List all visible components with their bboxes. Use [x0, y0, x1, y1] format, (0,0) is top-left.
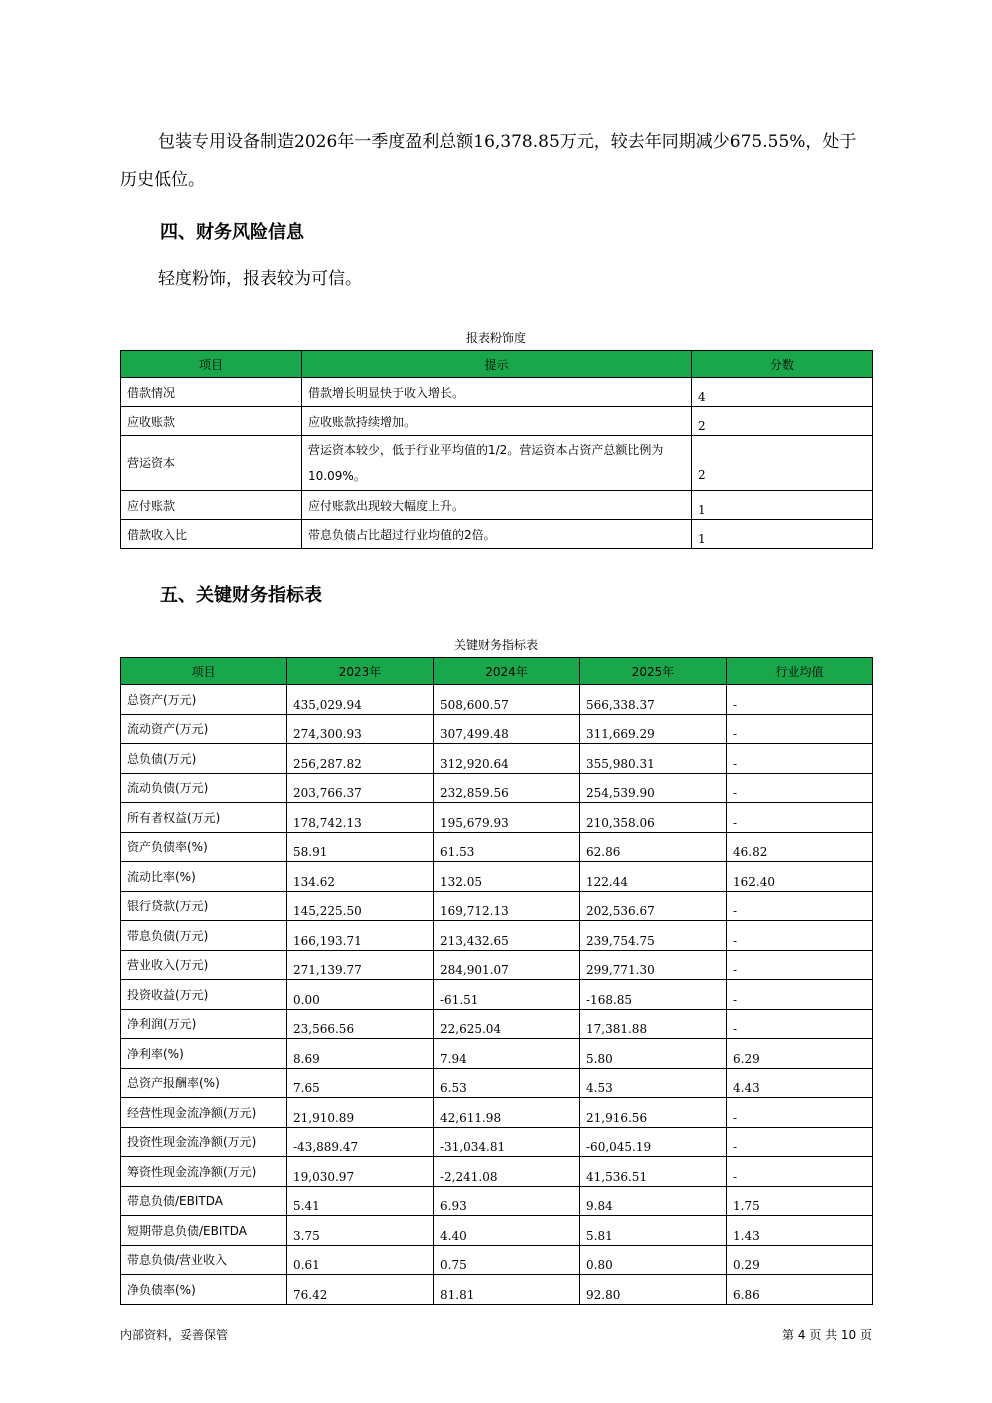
table-row	[121, 832, 873, 862]
table-row	[121, 491, 873, 520]
kpi-value-cell: 92.80	[580, 1275, 727, 1305]
kpi-value-cell: 22,625.04	[434, 1009, 580, 1039]
kpi-value-cell: 166,193.71	[287, 921, 434, 951]
kpi-value-cell: 4.40	[434, 1216, 580, 1246]
intro-paragraph: 包装专用设备制造2026年一季度盈利总额16,378.85万元，较去年同期减少675.55%，处于历史低位。	[120, 132, 857, 190]
kpi-value-cell: -	[727, 714, 873, 744]
risk-hint-cell: 应收账款持续增加。	[302, 407, 692, 436]
risk-hint-cell: 应付账款出现较大幅度上升。	[302, 491, 692, 520]
section5-heading: 五、关键财务指标表	[160, 585, 322, 606]
kpi-value-cell: 435,029.94	[287, 685, 434, 715]
table-row	[121, 891, 873, 921]
table-row	[121, 1186, 873, 1216]
table-row	[121, 921, 873, 951]
kpi-value-cell: 6.29	[727, 1039, 873, 1069]
kpi-value-cell: 7.94	[434, 1039, 580, 1069]
kpi-value-cell: 312,920.64	[434, 744, 580, 774]
kpi-value-cell: 21,916.56	[580, 1098, 727, 1128]
table-row	[121, 1245, 873, 1275]
kpi-value-cell: -	[727, 1127, 873, 1157]
table-row	[121, 1275, 873, 1305]
section4-heading: 四、财务风险信息	[160, 222, 304, 243]
table-row	[121, 378, 873, 407]
kpi-value-cell: 0.29	[727, 1245, 873, 1275]
kpi-value-cell: 58.91	[287, 832, 434, 862]
kpi-metric-cell: 所有者权益(万元)	[121, 803, 287, 833]
risk-score-cell: 1	[692, 491, 873, 520]
kpi-metric-cell: 总资产报酬率(%)	[121, 1068, 287, 1098]
risk-hint-cell: 带息负债占比超过行业均值的2倍。	[302, 520, 692, 549]
footer-page-number: 第 4 页 共 10 页	[782, 1328, 872, 1342]
risk-table	[120, 350, 873, 549]
kpi-metric-cell: 总负债(万元)	[121, 744, 287, 774]
kpi-metric-cell: 银行贷款(万元)	[121, 891, 287, 921]
kpi-value-cell: 17,381.88	[580, 1009, 727, 1039]
kpi-value-cell: 6.93	[434, 1186, 580, 1216]
risk-score-cell: 2	[692, 407, 873, 436]
kpi-value-cell: 178,742.13	[287, 803, 434, 833]
risk-score-cell: 1	[692, 520, 873, 549]
kpi-value-cell: 256,287.82	[287, 744, 434, 774]
kpi-value-cell: 195,679.93	[434, 803, 580, 833]
kpi-value-cell: 5.41	[287, 1186, 434, 1216]
kpi-metric-cell: 流动负债(万元)	[121, 773, 287, 803]
col-header: 行业均值	[727, 658, 873, 685]
kpi-value-cell: 162.40	[727, 862, 873, 892]
kpi-value-cell: 23,566.56	[287, 1009, 434, 1039]
col-header: 项目	[121, 351, 302, 378]
risk-table-header	[121, 351, 873, 378]
risk-hint-cell: 借款增长明显快于收入增长。	[302, 378, 692, 407]
col-header: 2023年	[287, 658, 434, 685]
kpi-value-cell: -43,889.47	[287, 1127, 434, 1157]
table-row	[121, 1068, 873, 1098]
kpi-value-cell: 6.86	[727, 1275, 873, 1305]
kpi-table-header	[121, 658, 873, 685]
kpi-value-cell: 7.65	[287, 1068, 434, 1098]
kpi-value-cell: 254,539.90	[580, 773, 727, 803]
kpi-value-cell: -	[727, 950, 873, 980]
kpi-value-cell: -2,241.08	[434, 1157, 580, 1187]
kpi-value-cell: 566,338.37	[580, 685, 727, 715]
kpi-metric-cell: 净负债率(%)	[121, 1275, 287, 1305]
kpi-value-cell: -31,034.81	[434, 1127, 580, 1157]
table-row	[121, 950, 873, 980]
col-header: 2025年	[580, 658, 727, 685]
kpi-value-cell: 239,754.75	[580, 921, 727, 951]
risk-item-cell: 营运资本	[121, 436, 302, 491]
kpi-metric-cell: 流动比率(%)	[121, 862, 287, 892]
kpi-table	[120, 657, 873, 1305]
kpi-value-cell: 4.53	[580, 1068, 727, 1098]
kpi-value-cell: 169,712.13	[434, 891, 580, 921]
kpi-metric-cell: 净利率(%)	[121, 1039, 287, 1069]
kpi-value-cell: 202,536.67	[580, 891, 727, 921]
kpi-value-cell: -	[727, 921, 873, 951]
kpi-value-cell: 0.80	[580, 1245, 727, 1275]
kpi-metric-cell: 总资产(万元)	[121, 685, 287, 715]
kpi-value-cell: 132.05	[434, 862, 580, 892]
kpi-metric-cell: 带息负债(万元)	[121, 921, 287, 951]
kpi-value-cell: 41,536.51	[580, 1157, 727, 1187]
table-row	[121, 1157, 873, 1187]
kpi-value-cell: -	[727, 685, 873, 715]
kpi-value-cell: -61.51	[434, 980, 580, 1010]
kpi-value-cell: 9.84	[580, 1186, 727, 1216]
kpi-value-cell: -	[727, 980, 873, 1010]
kpi-metric-cell: 带息负债/营业收入	[121, 1245, 287, 1275]
risk-item-cell: 应付账款	[121, 491, 302, 520]
kpi-metric-cell: 带息负债/EBITDA	[121, 1186, 287, 1216]
kpi-metric-cell: 营业收入(万元)	[121, 950, 287, 980]
col-header: 分数	[692, 351, 873, 378]
risk-score-cell: 4	[692, 378, 873, 407]
kpi-metric-cell: 短期带息负债/EBITDA	[121, 1216, 287, 1246]
risk-table-caption: 报表粉饰度	[465, 331, 526, 345]
kpi-value-cell: 0.00	[287, 980, 434, 1010]
kpi-value-cell: 508,600.57	[434, 685, 580, 715]
kpi-value-cell: -	[727, 773, 873, 803]
footer-confidential: 内部资料，妥善保管	[120, 1328, 229, 1342]
kpi-metric-cell: 筹资性现金流净额(万元)	[121, 1157, 287, 1187]
kpi-value-cell: 0.75	[434, 1245, 580, 1275]
kpi-value-cell: -	[727, 1009, 873, 1039]
table-row	[121, 980, 873, 1010]
kpi-value-cell: 1.75	[727, 1186, 873, 1216]
risk-item-cell: 借款情况	[121, 378, 302, 407]
kpi-value-cell: 5.80	[580, 1039, 727, 1069]
table-row	[121, 1127, 873, 1157]
risk-score-cell: 2	[692, 436, 873, 491]
table-row	[121, 1039, 873, 1069]
kpi-metric-cell: 投资性现金流净额(万元)	[121, 1127, 287, 1157]
kpi-metric-cell: 投资收益(万元)	[121, 980, 287, 1010]
kpi-value-cell: 4.43	[727, 1068, 873, 1098]
table-row	[121, 714, 873, 744]
risk-item-cell: 借款收入比	[121, 520, 302, 549]
kpi-value-cell: 62.86	[580, 832, 727, 862]
kpi-value-cell: 1.43	[727, 1216, 873, 1246]
kpi-value-cell: 5.81	[580, 1216, 727, 1246]
risk-summary: 轻度粉饰，报表较为可信。	[158, 269, 362, 289]
kpi-value-cell: 42,611.98	[434, 1098, 580, 1128]
table-row	[121, 744, 873, 774]
kpi-value-cell: 307,499.48	[434, 714, 580, 744]
kpi-value-cell: 284,901.07	[434, 950, 580, 980]
col-header: 2024年	[434, 658, 580, 685]
table-row	[121, 803, 873, 833]
kpi-metric-cell: 净利润(万元)	[121, 1009, 287, 1039]
kpi-value-cell: 0.61	[287, 1245, 434, 1275]
kpi-value-cell: 81.81	[434, 1275, 580, 1305]
kpi-metric-cell: 资产负债率(%)	[121, 832, 287, 862]
kpi-value-cell: 21,910.89	[287, 1098, 434, 1128]
kpi-value-cell: 355,980.31	[580, 744, 727, 774]
kpi-value-cell: 203,766.37	[287, 773, 434, 803]
table-row	[121, 685, 873, 715]
kpi-value-cell: 122.44	[580, 862, 727, 892]
table-row	[121, 1009, 873, 1039]
kpi-value-cell: 274,300.93	[287, 714, 434, 744]
kpi-value-cell: -	[727, 744, 873, 774]
kpi-value-cell: 134.62	[287, 862, 434, 892]
kpi-value-cell: 299,771.30	[580, 950, 727, 980]
kpi-value-cell: 210,358.06	[580, 803, 727, 833]
kpi-value-cell: 271,139.77	[287, 950, 434, 980]
kpi-value-cell: 76.42	[287, 1275, 434, 1305]
kpi-value-cell: 6.53	[434, 1068, 580, 1098]
kpi-value-cell: 3.75	[287, 1216, 434, 1246]
kpi-value-cell: -	[727, 891, 873, 921]
table-row	[121, 520, 873, 549]
table-row	[121, 1216, 873, 1246]
col-header: 项目	[121, 658, 287, 685]
kpi-value-cell: 311,669.29	[580, 714, 727, 744]
risk-hint-cell: 营运资本较少，低于行业平均值的1/2。营运资本占资产总额比例为10.09%。	[302, 436, 692, 491]
kpi-value-cell: 145,225.50	[287, 891, 434, 921]
kpi-metric-cell: 经营性现金流净额(万元)	[121, 1098, 287, 1128]
kpi-value-cell: 61.53	[434, 832, 580, 862]
kpi-value-cell: -60,045.19	[580, 1127, 727, 1157]
table-row	[121, 862, 873, 892]
kpi-value-cell: 232,859.56	[434, 773, 580, 803]
table-row	[121, 773, 873, 803]
kpi-value-cell: 46.82	[727, 832, 873, 862]
kpi-value-cell: -	[727, 1157, 873, 1187]
table-row	[121, 1098, 873, 1128]
kpi-metric-cell: 流动资产(万元)	[121, 714, 287, 744]
kpi-value-cell: -168.85	[580, 980, 727, 1010]
kpi-value-cell: -	[727, 1098, 873, 1128]
table-row	[121, 407, 873, 436]
kpi-table-caption: 关键财务指标表	[453, 638, 538, 652]
col-header: 提示	[302, 351, 692, 378]
table-row	[121, 436, 873, 491]
kpi-value-cell: 213,432.65	[434, 921, 580, 951]
kpi-value-cell: 8.69	[287, 1039, 434, 1069]
risk-item-cell: 应收账款	[121, 407, 302, 436]
kpi-value-cell: 19,030.97	[287, 1157, 434, 1187]
kpi-value-cell: -	[727, 803, 873, 833]
